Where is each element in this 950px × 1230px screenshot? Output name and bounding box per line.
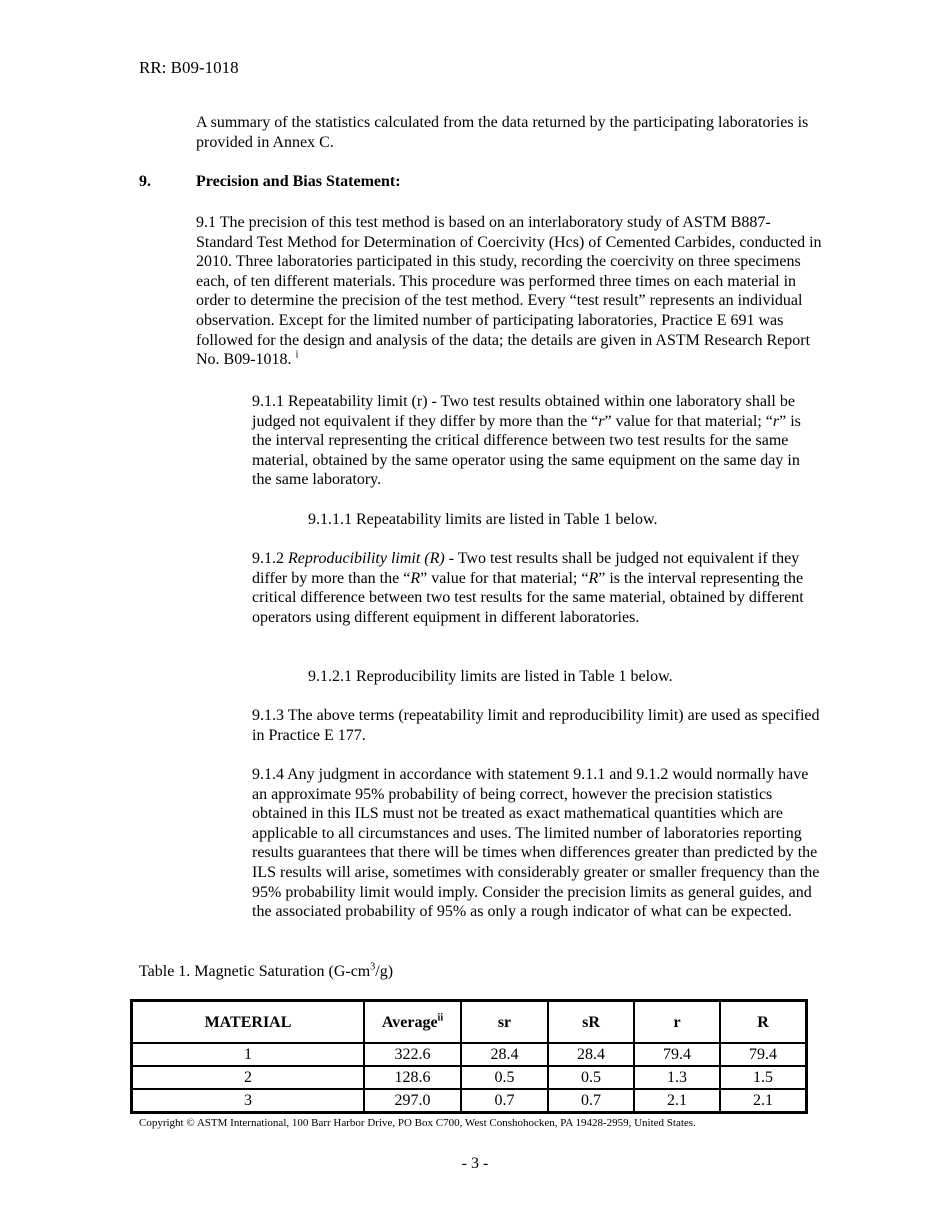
page-number: - 3 - (461, 1155, 489, 1172)
paragraph-9-1-2-1: 9.1.2.1 Reproducibility limits are listed in Table 1 below. (308, 668, 673, 685)
cell-r: 79.4 (634, 1043, 720, 1066)
p912-var-R: R (410, 569, 421, 587)
header-material: MATERIAL (132, 1001, 365, 1044)
cell-average: 322.6 (364, 1043, 461, 1066)
caption-superscript: 3 (370, 961, 376, 973)
cell-material: 1 (132, 1043, 365, 1066)
p911-text-b: ” value for that material; “ (604, 412, 773, 430)
p911-text-a: 9.1.1 Repeatability limit (r) - Two test results obtained within one laboratory shall be judged not equivalent if they differ by more than the “ (252, 393, 795, 430)
cell-R: 79.4 (720, 1043, 807, 1066)
section-title: Precision and Bias Statement: (196, 173, 401, 190)
header-r: r (634, 1001, 720, 1044)
cell-sr: 28.4 (461, 1043, 548, 1066)
cell-R: 2.1 (720, 1089, 807, 1113)
p911-var-r: r (598, 412, 605, 430)
p912-term: Reproducibility limit (R) - (288, 550, 455, 567)
header-sR: sR (548, 1001, 634, 1044)
annex-summary-paragraph: A summary of the statistics calculated from the data returned by the participating laboratories is provided in Annex C. (196, 114, 809, 151)
cell-sr: 0.5 (461, 1066, 548, 1089)
p911-var-r-2: r (772, 412, 780, 430)
table-header-row (132, 1001, 807, 1044)
cell-R: 1.5 (720, 1066, 807, 1089)
header-average-label: Average (381, 1013, 438, 1031)
p912-text-b: ” value for that material; “ (420, 569, 589, 587)
endnote-marker-i: i (295, 349, 299, 361)
cell-average: 128.6 (364, 1066, 461, 1089)
header-R: R (720, 1001, 807, 1044)
p911-text-c: ” is the interval representing the critical difference between two test results for the same material, obtained by the same operator using the same equipment on the same day in the same laboratory. (252, 412, 801, 489)
copyright-notice: Copyright © ASTM International, 100 Barr Harbor Drive, PO Box C700, West Conshohocken, PA 19428-2959, United States. (139, 1117, 696, 1129)
paragraph-9-1-2 (252, 549, 822, 627)
cell-sR: 0.5 (548, 1066, 634, 1089)
cell-sr: 0.7 (461, 1089, 548, 1113)
table-row (132, 1089, 807, 1113)
table-row (132, 1043, 807, 1066)
header-sr: sr (461, 1001, 548, 1044)
p912-num: 9.1.2 (252, 550, 288, 567)
p912-text-c: ” is the interval representing the critical difference between two test results for the same material, obtained by different operators using different equipment in different laboratories. (252, 569, 804, 626)
report-id-header: RR: B09-1018 (139, 58, 239, 77)
magnetic-saturation-table (130, 999, 808, 1114)
table-caption (139, 962, 393, 982)
p912-text-a: Two test results shall be judged not equivalent if they differ by more than the “ (252, 550, 800, 587)
paragraph-9-1 (196, 213, 824, 370)
endnote-marker-ii: ii (437, 1012, 444, 1024)
paragraph-9-1-1-1: 9.1.1.1 Repeatability limits are listed in Table 1 below. (308, 511, 658, 528)
cell-r: 2.1 (634, 1089, 720, 1113)
section-number: 9. (139, 173, 151, 190)
cell-r: 1.3 (634, 1066, 720, 1089)
table-row (132, 1066, 807, 1089)
paragraph-9-1-3: 9.1.3 The above terms (repeatability limit and reproducibility limit) are used as specified in Practice E 177. (252, 707, 820, 744)
caption-text-a: Table 1. Magnetic Saturation (G-cm (139, 963, 371, 980)
cell-sR: 28.4 (548, 1043, 634, 1066)
paragraph-9-1-text: 9.1 The precision of this test method is based on an interlaboratory study of ASTM B887- Standard Test Method for Determination of Coercivity (Hcs) of Cemented Carbides, conducted in 2010. Three laboratories participated in this study, recording the coercivity on three specimens each, of ten different materials. This procedure was performed three times on each material in order to determine the precision of the test method. Every “test result” represents an individual observation. Except for the limited number of participating laboratories, Practice E 691 was followed for the design and analysis of the data; the details are given in ASTM Research Report No. B09-1018. (196, 214, 822, 369)
caption-text-b: /g) (375, 963, 394, 980)
header-average (364, 1001, 461, 1044)
p912-var-R-2: R (588, 569, 599, 587)
cell-material: 3 (132, 1089, 365, 1113)
paragraph-9-1-4: 9.1.4 Any judgment in accordance with statement 9.1.1 and 9.1.2 would normally have an approximate 95% probability of being correct, however the precision statistics obtained in this ILS must not be treated as exact mathematical quantities which are applicable to all circumstances and uses. The limited number of laboratories reporting results guarantees that there will be times when differences greater than predicted by the ILS results will arise, sometimes with considerably greater or smaller frequency than the 95% probability limit would imply. Consider the precision limits as general guides, and the associated probability of 95% as only a rough indicator of what can be expected. (252, 766, 820, 921)
cell-sR: 0.7 (548, 1089, 634, 1113)
cell-material: 2 (132, 1066, 365, 1089)
cell-average: 297.0 (364, 1089, 461, 1113)
paragraph-9-1-1 (252, 392, 822, 490)
